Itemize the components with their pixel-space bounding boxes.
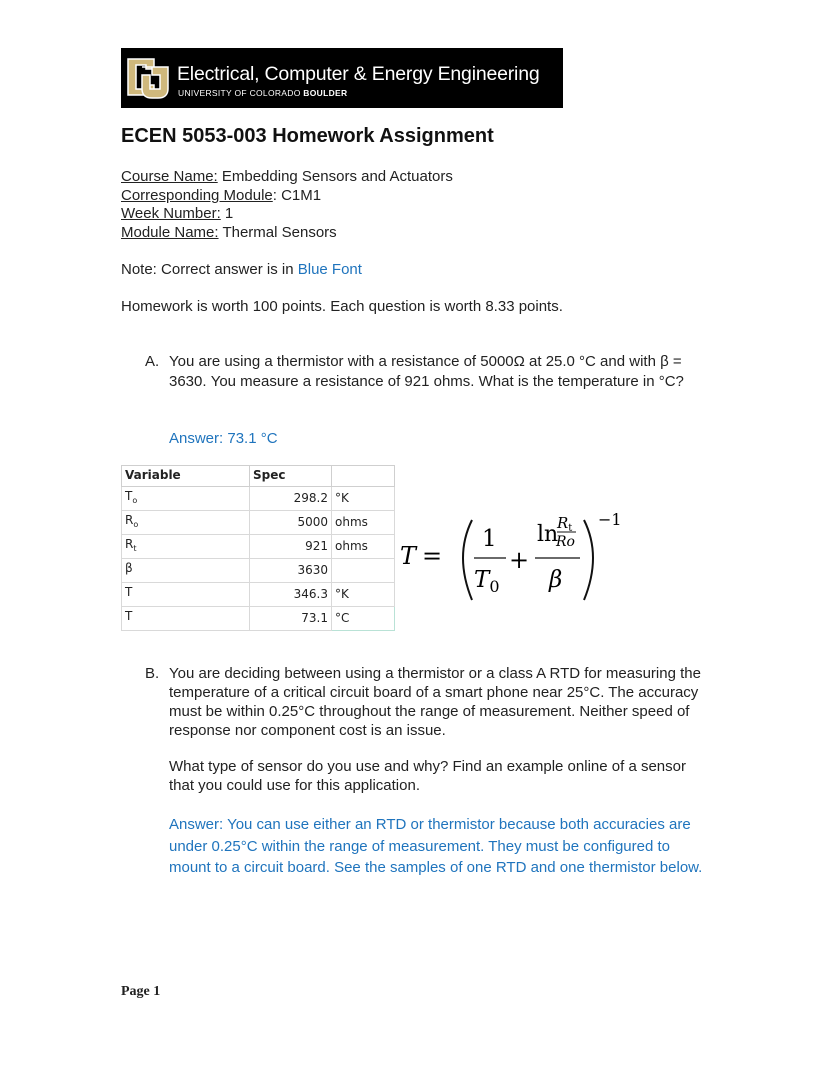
course-name-line bbox=[121, 167, 453, 186]
question-b-text: You are deciding between using a thermistor or a class A RTD for measuring the temperature of a critical circuit board of a smart phone near 25°C. The accuracy must be within 0.25°C throughout the range of measurement. Neither speed of response nor component cost is an issue. bbox=[169, 665, 701, 739]
module-label: Corresponding Module bbox=[121, 187, 273, 204]
header-variable: Variable bbox=[122, 466, 250, 487]
module-name-label: Module Name: bbox=[121, 224, 219, 241]
table-row bbox=[122, 606, 395, 630]
table-row bbox=[122, 558, 395, 582]
formula-rt: $R_t$ bbox=[557, 514, 573, 534]
question-a-letter: A. bbox=[145, 353, 160, 370]
university-logo bbox=[124, 53, 170, 101]
value-cell: 73.1 bbox=[250, 606, 332, 630]
course-name-label: Course Name: bbox=[121, 168, 218, 185]
page-number: Page 1 bbox=[121, 984, 161, 999]
table-header-row bbox=[122, 466, 395, 487]
variable-cell: $T_o$ bbox=[122, 486, 250, 510]
unit-cell bbox=[332, 558, 395, 582]
answer-note: Note: Correct answer is in Blue Font bbox=[121, 261, 362, 278]
week-label: Week Number: bbox=[121, 205, 221, 222]
header-spec: Spec bbox=[250, 466, 332, 487]
header-unit bbox=[332, 466, 395, 487]
table-row bbox=[122, 486, 395, 510]
formula-equals: = bbox=[422, 542, 443, 570]
week-value: 1 bbox=[220, 205, 234, 222]
question-a-text: You are using a thermistor with a resistance of 5000Ω at 25.0 °C and with β = 3630. You measure a resistance of 921 ohms. What is the temperature in °C? bbox=[169, 353, 684, 390]
formula-t0: $T_0$ bbox=[474, 567, 500, 596]
formula-exponent: −1 bbox=[598, 510, 622, 529]
unit-cell: °K bbox=[332, 486, 395, 510]
table-row bbox=[122, 582, 395, 606]
variable-cell: T bbox=[122, 582, 250, 606]
value-cell: 5000 bbox=[250, 510, 332, 534]
question-a-answer: Answer: 73.1 °C bbox=[169, 430, 278, 447]
question-b-letter: B. bbox=[145, 665, 160, 682]
thermistor-temperature-formula bbox=[398, 506, 628, 611]
formula-plus: + bbox=[509, 546, 530, 574]
unit-cell: °C bbox=[332, 606, 395, 630]
module-name-value: Thermal Sensors bbox=[218, 224, 337, 241]
value-cell: 298.2 bbox=[250, 486, 332, 510]
left-paren bbox=[463, 520, 472, 600]
points-statement: Homework is worth 100 points. Each question is worth 8.33 points. bbox=[121, 298, 563, 315]
formula-ro: Ro bbox=[556, 534, 575, 550]
blue-font-highlight: Blue Font bbox=[297, 261, 362, 278]
week-line bbox=[121, 204, 233, 223]
unit-cell: ohms bbox=[332, 510, 395, 534]
module-line bbox=[121, 186, 321, 205]
right-paren bbox=[584, 520, 593, 600]
formula-beta: β bbox=[549, 567, 563, 593]
table-row bbox=[122, 510, 395, 534]
variable-cell: $R_o$ bbox=[122, 510, 250, 534]
unit-cell: °K bbox=[332, 582, 395, 606]
variable-cell: β bbox=[122, 558, 250, 582]
department-name: Electrical, Computer & Energy Engineering bbox=[177, 63, 540, 85]
question-b-answer: Answer: You can use either an RTD or thermistor because both accuracies are under 0.25°C within the range of measurement. They must be configured to mount to a circuit board. See the samples of one RTD and one thermistor below. bbox=[169, 816, 703, 876]
variable-cell: T bbox=[122, 606, 250, 630]
value-cell: 346.3 bbox=[250, 582, 332, 606]
table-row bbox=[122, 534, 395, 558]
page-title: ECEN 5053-003 Homework Assignment bbox=[121, 125, 494, 147]
unit-cell: ohms bbox=[332, 534, 395, 558]
formula-one: 1 bbox=[482, 526, 497, 552]
variable-cell: $R_t$ bbox=[122, 534, 250, 558]
formula-lhs: T bbox=[400, 542, 417, 570]
department-banner bbox=[121, 48, 563, 108]
value-cell: 3630 bbox=[250, 558, 332, 582]
module-value: : C1M1 bbox=[272, 187, 322, 204]
value-cell: 921 bbox=[250, 534, 332, 558]
university-name: UNIVERSITY OF COLORADO BOULDER bbox=[178, 88, 348, 98]
course-name-value: Embedding Sensors and Actuators bbox=[217, 168, 453, 185]
variable-spec-table bbox=[121, 465, 395, 631]
module-name-line bbox=[121, 223, 337, 242]
formula-ln: ln bbox=[537, 522, 559, 547]
question-b-prompt: What type of sensor do you use and why? Find an example online of a sensor that you could use for this application. bbox=[169, 758, 686, 794]
